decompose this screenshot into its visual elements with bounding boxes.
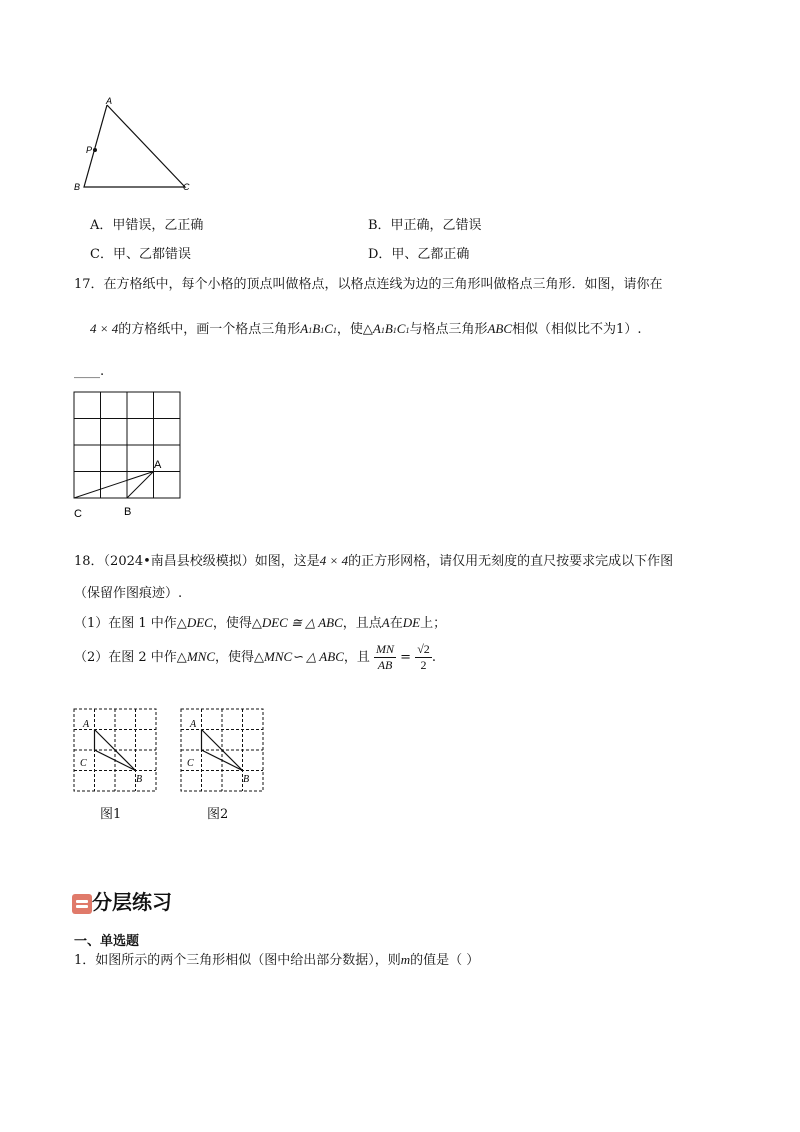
q17-grid-figure (68, 388, 188, 523)
fig2-label-a: A (190, 719, 197, 730)
option-d: D．甲、乙都正确 (368, 247, 470, 262)
subsection-heading: 一、单选题 (74, 934, 140, 949)
q18-p1-end: 上； (420, 616, 447, 631)
q18-p1-dec: DEC (186, 615, 213, 630)
q17-label-a: A (154, 459, 162, 471)
q17-line2 (90, 318, 641, 337)
fig2-label-c: C (187, 758, 194, 769)
label-p: P (86, 145, 93, 155)
q18-p1-de: DE (402, 615, 421, 630)
q18-p2-mnc: MNC (186, 649, 215, 664)
q1-pre: 1．如图所示的两个三角形相似（图中给出部分数据），则 (74, 953, 401, 968)
q18-part2 (74, 642, 436, 673)
section-title: 分层练习 (92, 890, 172, 914)
label-b: B (74, 182, 81, 192)
q18-part1 (74, 612, 446, 631)
fig2-caption: 图2 (207, 807, 229, 822)
q18-p2-and: ，且 (343, 650, 370, 665)
q17-text-3: 与格点三角形 (409, 322, 488, 337)
q17-one: 1 (616, 322, 625, 337)
q17-text-2: ，使△ (336, 322, 373, 337)
q17-text-4: 相似（相似比不为 (512, 322, 617, 337)
point-p (93, 148, 97, 152)
q17-label-c: C (74, 508, 82, 520)
q17-grid-size: 4 × 4 (90, 321, 119, 336)
q18-grid-size: 4 × 4 (319, 553, 349, 568)
fig1-caption: 图1 (100, 807, 122, 822)
q18-p1-cong: DEC ≅ △ ABC (261, 615, 343, 630)
label-c: C (183, 182, 190, 192)
q17-line1: 17．在方格纸中，每个小格的顶点叫做格点，以格点连线为边的三角形叫做格点三角形．如图，请你在 (74, 277, 663, 292)
q17-blank: ____. (74, 364, 105, 379)
q18-line1-post: 的正方形网格，请仅用无刻度的直尺按要求完成以下作图 (348, 554, 674, 569)
option-c: C．甲、乙都错误 (90, 247, 191, 262)
q18-p1-on: 在 (389, 616, 403, 631)
q17-abc: ABC (487, 321, 513, 336)
section-heading (72, 886, 172, 915)
fig1-label-c: C (80, 758, 87, 769)
equals-sign: = (400, 650, 412, 665)
q18-line2: （保留作图痕迹）. (74, 586, 183, 601)
q17-label-b: B (124, 506, 132, 518)
option-b: B．甲正确，乙错误 (368, 218, 482, 233)
fraction-root2-2: $\frac{√2}{2}$ (417, 642, 430, 672)
q1-m: m (400, 952, 411, 967)
q18-p2-end: . (431, 650, 436, 665)
q17-a1b1c1-b: A1B1C1 (372, 321, 410, 336)
layers-icon (72, 894, 92, 914)
q17-a1b1c1: A1B1C1 (300, 321, 337, 336)
q18-line1 (74, 550, 673, 569)
q18-p1-a: A (381, 615, 390, 630)
q18-line1-pre: 18．（2024•南昌县校级模拟）如图，这是 (74, 554, 320, 569)
q1-text (74, 949, 479, 968)
q18-p2-sim: MNC∽ △ ABC (263, 649, 344, 664)
label-a: A (106, 96, 113, 106)
q17-text-5: ）. (624, 322, 642, 337)
q18-p1-pre: （1）在图 1 中作△ (74, 616, 187, 631)
q17-text-1: 的方格纸中，画一个格点三角形 (118, 322, 301, 337)
q18-p2-pre: （2）在图 2 中作△ (74, 650, 187, 665)
q18-p1-mid: ，使得△ (212, 616, 262, 631)
q18-figure-1 (70, 705, 160, 795)
fig1-label-a: A (83, 719, 90, 730)
q1-post: 的值是（ ） (410, 953, 480, 968)
q18-figure-2 (177, 705, 267, 795)
option-a: A．甲错误，乙正确 (90, 218, 204, 233)
triangle-figure-top (70, 95, 200, 195)
fig1-label-b: B (136, 774, 143, 785)
q18-p1-and: ，且点 (342, 616, 382, 631)
fig2-label-b: B (243, 774, 250, 785)
q18-p2-mid: ，使得△ (214, 650, 264, 665)
fraction-mn-ab: $\frac{MN}{AB}$ (376, 642, 395, 672)
